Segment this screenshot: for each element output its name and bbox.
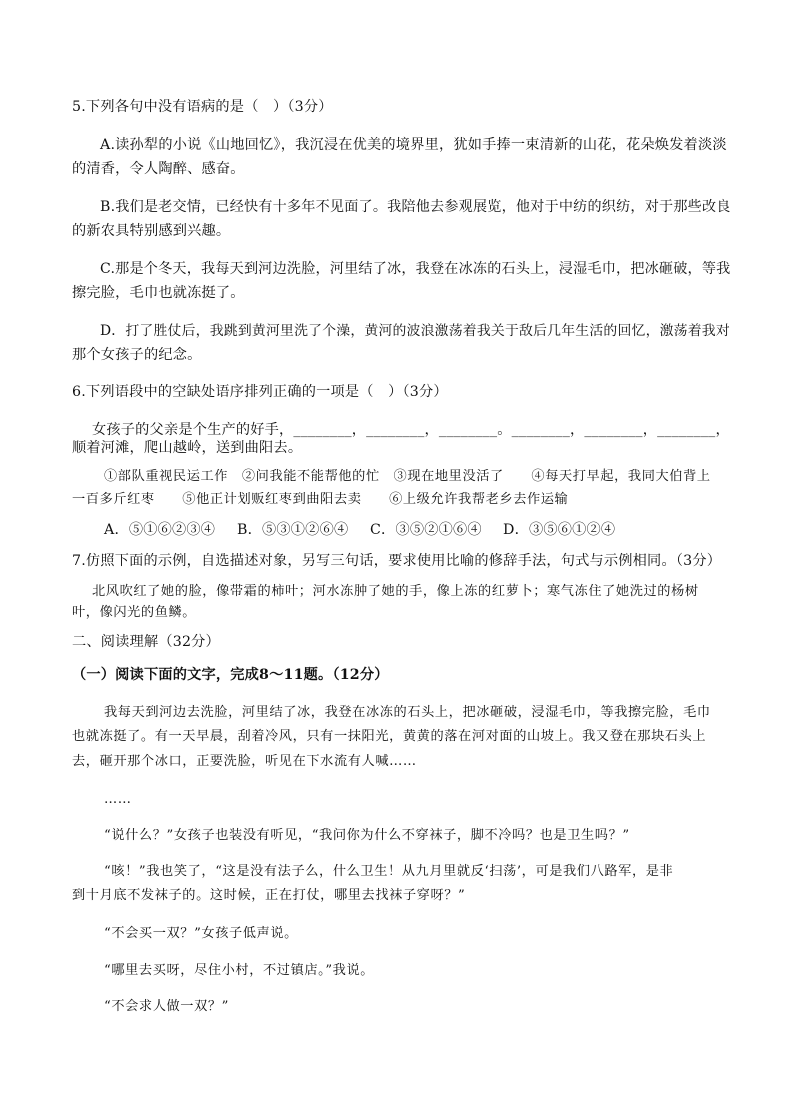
q7-example-line2: 叶，像闪光的鱼鳞。 — [72, 605, 197, 620]
q5-option-a-line2: 的清香，令人陶醉、感奋。 — [72, 161, 245, 177]
q6-passage-line2: 顺着河滩，爬山越岭，送到曲阳去。 — [72, 440, 303, 456]
q6-sentences-line1: ①部队重视民运工作 ②问我能不能帮他的忙 ③现在地里没活了 ④每天打早起，我同大伯背上 — [104, 469, 711, 484]
q5-option-b-line2: 的新农具特别感到兴趣。 — [72, 223, 231, 239]
q7-example-line1: 北风吹红了她的脸，像带霜的柿叶；河水冻肿了她的手，像上冻的红萝卜；寒气冻住了她洗过的杨树 — [92, 584, 699, 599]
part2-subsection-title: （一）阅读下面的文字，完成8～11题。（12分） — [72, 667, 389, 683]
passage-dialogue5: “不会求人做一双？” — [104, 999, 229, 1014]
q7-stem: 7.仿照下面的示例，自选描述对象，另写三句话，要求使用比喻的修辞手法，句式与示例相同。（3分） — [72, 553, 722, 569]
passage-ellipsis: …… — [104, 792, 132, 807]
q6-option-c: C．③⑤②①⑥④ — [370, 522, 482, 538]
q5-option-c-line2: 擦完脸，毛巾也就冻挺了。 — [72, 285, 245, 301]
q6-option-d: D．③⑤⑥①②④ — [503, 522, 616, 538]
passage-dialogue1: “说什么？”女孩子也装没有听见，“我问你为什么不穿袜子，脚不冷吗？也是卫生吗？” — [104, 828, 630, 843]
passage-line1: 我每天到河边去洗脸，河里结了冰，我登在冰冻的石头上，把冰砸破，浸湿毛巾，等我擦完脸，毛巾 — [104, 705, 711, 720]
passage-line3: 去，砸开那个冰口，正要洗脸，听见在下水流有人喊…… — [72, 754, 417, 769]
q5-stem: 5.下列各句中没有语病的是（ ）（3分） — [72, 99, 333, 115]
q5-option-c-line1: C.那是个冬天，我每天到河边洗脸，河里结了冰，我登在冰冻的石头上，浸湿毛巾，把冰砸破，等我 — [100, 261, 731, 277]
q5-option-d-line1: D．打了胜仗后，我跳到黄河里洗了个澡，黄河的波浪激荡着我关于敌后几年生活的回忆，激荡着我对 — [100, 323, 730, 339]
q6-passage-line1: 女孩子的父亲是个生产的好手，________，________，________。________，________，________， — [92, 422, 730, 438]
passage-dialogue4: “哪里去买呀，尽住小村，不过镇店。”我说。 — [104, 963, 375, 978]
passage-dialogue2-line1: “咳！”我也笑了，“这是没有法子么，什么卫生！从九月里就反‘扫荡’，可是我们八路军，是非 — [104, 864, 674, 879]
q6-option-b: B．⑤③①②⑥④ — [237, 522, 349, 538]
q6-stem: 6.下列语段中的空缺处语序排列正确的一项是（ ）（3分） — [72, 384, 448, 400]
passage-line2: 也就冻挺了。有一天早晨，刮着冷风，只有一抹阳光，黄黄的落在河对面的山坡上。我又登在那块石头上 — [72, 729, 707, 744]
part2-title: 二、阅读理解（32分） — [72, 634, 220, 650]
q5-option-b-line1: B.我们是老交情，已经快有十多年不见面了。我陪他去参观展览，他对于中纺的织纺，对于那些改良 — [100, 199, 731, 215]
q5-option-d-line2: 那个女孩子的纪念。 — [72, 347, 202, 363]
q6-sentences-line2: 一百多斤红枣 ⑤他正计划贩红枣到曲阳去卖 ⑥上级允许我帮老乡去作运输 — [72, 492, 569, 507]
passage-dialogue3: “不会买一双？”女孩子低声说。 — [104, 926, 298, 941]
passage-dialogue2-line2: 到十月底不发袜子的。这时候，正在打仗，哪里去找袜子穿呀？” — [72, 888, 466, 903]
q5-option-a-line1: A.读孙犁的小说《山地回忆》，我沉浸在优美的境界里，犹如手捧一束清新的山花，花朵焕发着淡淡 — [100, 137, 727, 153]
q6-option-a: A．⑤①⑥②③④ — [104, 522, 216, 538]
